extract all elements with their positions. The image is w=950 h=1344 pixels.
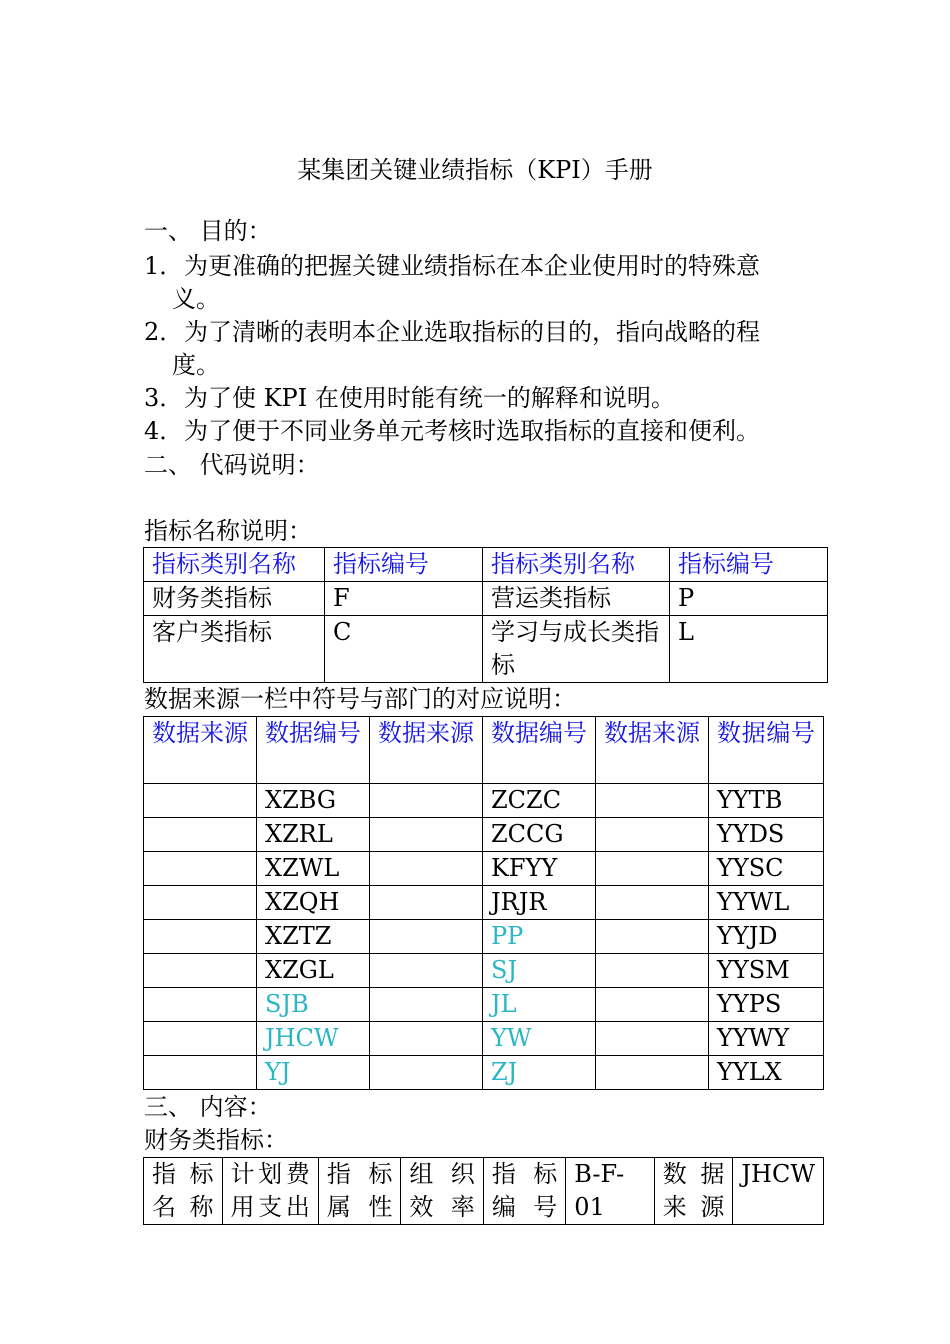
table-cell: 计划费用支出 [222, 1158, 318, 1225]
data-code-cell: SJ [483, 954, 596, 988]
data-source-cell [596, 818, 709, 852]
data-source-cell [144, 784, 257, 818]
data-source-cell [596, 1022, 709, 1056]
data-source-cell [596, 1056, 709, 1090]
table-cell: 数据来源 [654, 1158, 733, 1225]
item-text: 为了清晰的表明本企业选取指标的目的，指向战略的程 [184, 318, 760, 346]
data-source-table [143, 716, 824, 1090]
item-number: 4． [144, 417, 184, 445]
table-row [144, 818, 824, 852]
item-text: 为了便于不同业务单元考核时选取指标的直接和便利。 [184, 417, 760, 445]
table-cell: F [325, 582, 483, 616]
data-source-cell [370, 886, 483, 920]
table-row [144, 954, 824, 988]
table-row [144, 886, 824, 920]
data-source-cell [144, 954, 257, 988]
table-cell: 指标编号 [483, 1158, 565, 1225]
table-row [144, 616, 828, 683]
data-source-cell [144, 818, 257, 852]
item-number: 1． [144, 252, 184, 280]
purpose-item-4 [144, 415, 760, 448]
data-source-cell [596, 920, 709, 954]
data-source-cell [596, 886, 709, 920]
data-code-cell: JRJR [483, 886, 596, 920]
purpose-item-1-cont: 义。 [172, 285, 220, 313]
header-cell: 指标编号 [325, 548, 483, 582]
data-code-cell: YYLX [709, 1056, 824, 1090]
data-code-cell: JL [483, 988, 596, 1022]
header-cell: 数据来源 [144, 717, 257, 784]
table-cell: B-F-01 [566, 1158, 655, 1225]
data-source-cell [596, 988, 709, 1022]
data-source-cell [144, 988, 257, 1022]
table-cell: 学习与成长类指标 [483, 616, 670, 683]
purpose-item-3 [144, 382, 675, 415]
table-row [144, 920, 824, 954]
data-code-cell: YW [483, 1022, 596, 1056]
name-table-label: 指标名称说明： [144, 517, 312, 545]
table-cell: C [325, 616, 483, 683]
table-row [144, 1022, 824, 1056]
table-header-row [144, 548, 828, 582]
header-cell: 数据来源 [596, 717, 709, 784]
section-1-heading: 一、 目的： [144, 217, 272, 245]
data-code-cell: XZRL [257, 818, 370, 852]
section-2-heading: 二、 代码说明： [144, 451, 320, 479]
data-code-cell: SJB [257, 988, 370, 1022]
data-code-cell: YYSM [709, 954, 824, 988]
data-source-cell [370, 818, 483, 852]
header-cell: 数据来源 [370, 717, 483, 784]
finance-indicator-table [143, 1157, 824, 1225]
data-source-cell [370, 988, 483, 1022]
table-cell: L [670, 616, 828, 683]
data-source-cell [144, 1056, 257, 1090]
header-cell: 指标编号 [670, 548, 828, 582]
table-cell: 财务类指标 [144, 582, 325, 616]
data-code-cell: ZCZC [483, 784, 596, 818]
purpose-item-1 [144, 250, 760, 283]
data-source-cell [596, 852, 709, 886]
table-row [144, 852, 824, 886]
source-table-label: 数据来源一栏中符号与部门的对应说明： [144, 685, 576, 713]
table-cell: JHCW [733, 1158, 824, 1225]
table-row [144, 582, 828, 616]
data-code-cell: JHCW [257, 1022, 370, 1056]
table-cell: 指标名称 [144, 1158, 223, 1225]
header-cell: 数据编号 [709, 717, 824, 784]
table-row [144, 1056, 824, 1090]
item-number: 2． [144, 318, 184, 346]
item-number: 3． [144, 384, 184, 412]
data-source-cell [596, 784, 709, 818]
data-source-cell [596, 954, 709, 988]
data-source-cell [370, 920, 483, 954]
data-code-cell: ZJ [483, 1056, 596, 1090]
finance-label: 财务类指标： [144, 1126, 288, 1154]
table-header-row [144, 717, 824, 784]
table-cell: 组织效率 [401, 1158, 483, 1225]
data-source-cell [370, 784, 483, 818]
data-code-cell: XZWL [257, 852, 370, 886]
data-code-cell: YYWL [709, 886, 824, 920]
data-code-cell: YYDS [709, 818, 824, 852]
table-cell: P [670, 582, 828, 616]
data-code-cell: YJ [257, 1056, 370, 1090]
table-cell: 营运类指标 [483, 582, 670, 616]
data-code-cell: YYTB [709, 784, 824, 818]
purpose-item-2 [144, 316, 760, 349]
data-code-cell: KFYY [483, 852, 596, 886]
indicator-name-table [143, 547, 828, 683]
data-code-cell: YYJD [709, 920, 824, 954]
data-code-cell: YYPS [709, 988, 824, 1022]
data-source-cell [144, 886, 257, 920]
purpose-item-2-cont: 度。 [172, 351, 220, 379]
data-code-cell: XZBG [257, 784, 370, 818]
data-code-cell: ZCCG [483, 818, 596, 852]
data-code-cell: PP [483, 920, 596, 954]
data-source-cell [144, 852, 257, 886]
data-code-cell: YYWY [709, 1022, 824, 1056]
data-code-cell: XZTZ [257, 920, 370, 954]
header-cell: 数据编号 [257, 717, 370, 784]
table-cell: 指标属性 [318, 1158, 400, 1225]
data-source-cell [370, 1022, 483, 1056]
data-code-cell: XZQH [257, 886, 370, 920]
item-text: 为了使 KPI 在使用时能有统一的解释和说明。 [184, 384, 675, 412]
data-source-cell [370, 852, 483, 886]
data-source-cell [370, 954, 483, 988]
data-code-cell: YYSC [709, 852, 824, 886]
item-text: 为更准确的把握关键业绩指标在本企业使用时的特殊意 [184, 252, 760, 280]
section-3-heading: 三、 内容： [144, 1093, 272, 1121]
header-cell: 指标类别名称 [483, 548, 670, 582]
data-code-cell: XZGL [257, 954, 370, 988]
header-cell: 数据编号 [483, 717, 596, 784]
data-source-cell [144, 1022, 257, 1056]
table-row [144, 784, 824, 818]
header-cell: 指标类别名称 [144, 548, 325, 582]
table-row [144, 1158, 824, 1225]
page-title: 某集团关键业绩指标（KPI）手册 [297, 156, 653, 184]
data-source-cell [370, 1056, 483, 1090]
table-cell: 客户类指标 [144, 616, 325, 683]
table-row [144, 988, 824, 1022]
data-source-cell [144, 920, 257, 954]
